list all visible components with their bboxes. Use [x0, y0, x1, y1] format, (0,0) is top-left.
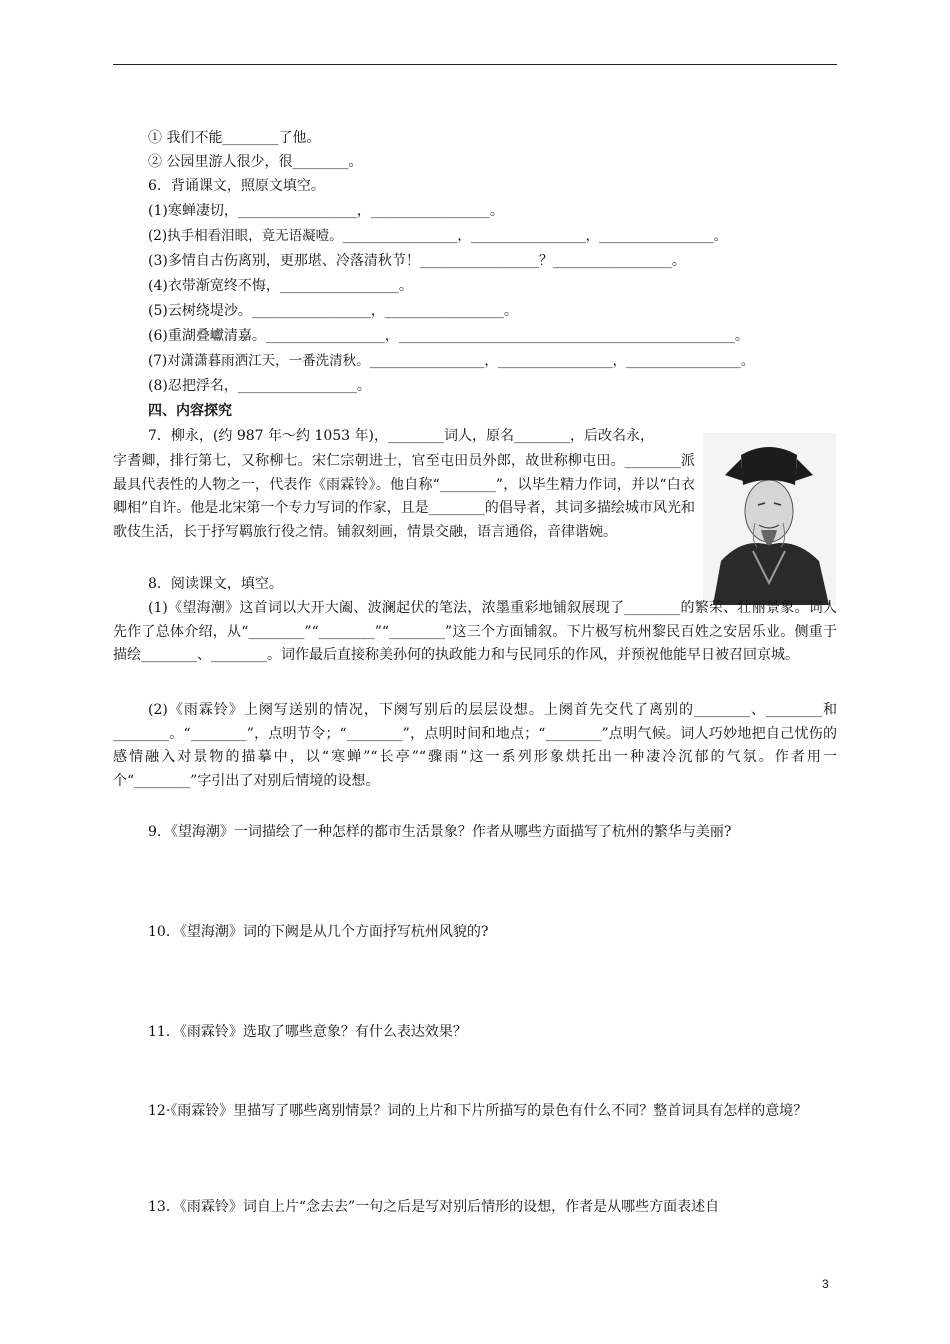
sentence-2: ② 公园里游人很少，很________。: [148, 154, 363, 170]
question-6-item-8: (8)忍把浮名，_________________。: [148, 378, 371, 394]
question-8-part-1: (1)《望海潮》这首词以大开大阖、波澜起伏的笔法，浓墨重彩地铺叙展现了________的繁荣、壮丽景象。词人先作了总体介绍，从“________”“________”“________”这三个方面铺叙。下片极写杭州黎民百姓之安居乐业。侧重于描绘________、________。词作最后直接称美孙何的执政能力和与民同乐的作风，并预祝他能早日被召回京城。: [113, 600, 837, 664]
question-13: 13．《雨霖铃》词自上片“念去去”一句之后是写对别后情形的设想，作者是从哪些方面表述自: [148, 1199, 720, 1215]
question-6-item-2: (2)执手相看泪眼，竟无语凝噎。_________________，_________________，_________________。: [148, 228, 728, 244]
header-rule: [113, 64, 837, 65]
question-6-item-6: (6)重湖叠巘清嘉。_________________，________________________________________________。: [148, 328, 749, 344]
question-8-part-2: (2)《雨霖铃》上阕写送别的情况，下阕写别后的层层设想。上阕首先交代了离别的________、________和________。“________”，点明节令；“________”，点明时间和地点；“________”点明气候。词人巧妙地把自己忧伤的感情融入对景物的描摹中，以“寒蝉”“长亭”“骤雨”这一系列形象烘托出一种凄冷沉郁的气氛。作者用一个“________”字引出了对别后情境的设想。: [113, 702, 837, 790]
question-9: 9．《望海潮》一词描绘了一种怎样的都市生活景象？作者从哪些方面描写了杭州的繁华与美丽?: [148, 824, 732, 840]
question-6-item-4: (4)衣带渐宽终不悔，_________________。: [148, 278, 413, 294]
question-11: 11．《雨霖铃》选取了哪些意象？有什么表达效果？: [148, 1024, 467, 1040]
question-6-item-3: (3)多情自古伤离别，更那堪、冷落清秋节！_________________？_________________。: [148, 253, 686, 269]
question-7-line-1: 7．柳永，(约 987 年～约 1053 年)，________词人，原名________，后改名永，: [148, 428, 654, 444]
liu-yong-portrait: [703, 433, 836, 605]
sentence-1: ① 我们不能________了他。: [148, 130, 321, 146]
section-heading-4: 四、内容探究: [148, 403, 232, 419]
question-6-item-7: (7)对潇潇暮雨洒江天，一番洗清秋。_________________，_________________，_________________。: [148, 353, 755, 369]
question-10: 10．《望海潮》词的下阙是从几个方面抒写杭州风貌的?: [148, 924, 489, 940]
question-8-title: 8．阅读课文，填空。: [148, 576, 283, 592]
question-6-title: 6．背诵课文，照原文填空。: [148, 178, 325, 194]
question-6-item-1: (1)寒蝉凄切，_________________，_________________。: [148, 203, 504, 219]
page-number: 3: [822, 1277, 829, 1291]
question-12: 12·《雨霖铃》里描写了哪些离别情景？词的上片和下片所描写的景色有什么不同？整首词具有怎样的意境？: [148, 1103, 808, 1119]
question-7-body: 字耆卿，排行第七，又称柳七。宋仁宗朝进士，官至屯田员外郎，故世称柳屯田。________派最具代表性的人物之一，代表作《雨霖铃》。他自称“________”，以毕生精力作词，并以“白衣卿相”自许。他是北宋第一个专力写词的作家，且是________的倡导者，其词多描绘城市风光和歌伎生活，长于抒写羁旅行役之情。铺叙刻画，情景交融，语言通俗，音律谐婉。: [113, 453, 695, 541]
question-6-item-5: (5)云树绕堤沙。_________________，_________________。: [148, 303, 518, 319]
